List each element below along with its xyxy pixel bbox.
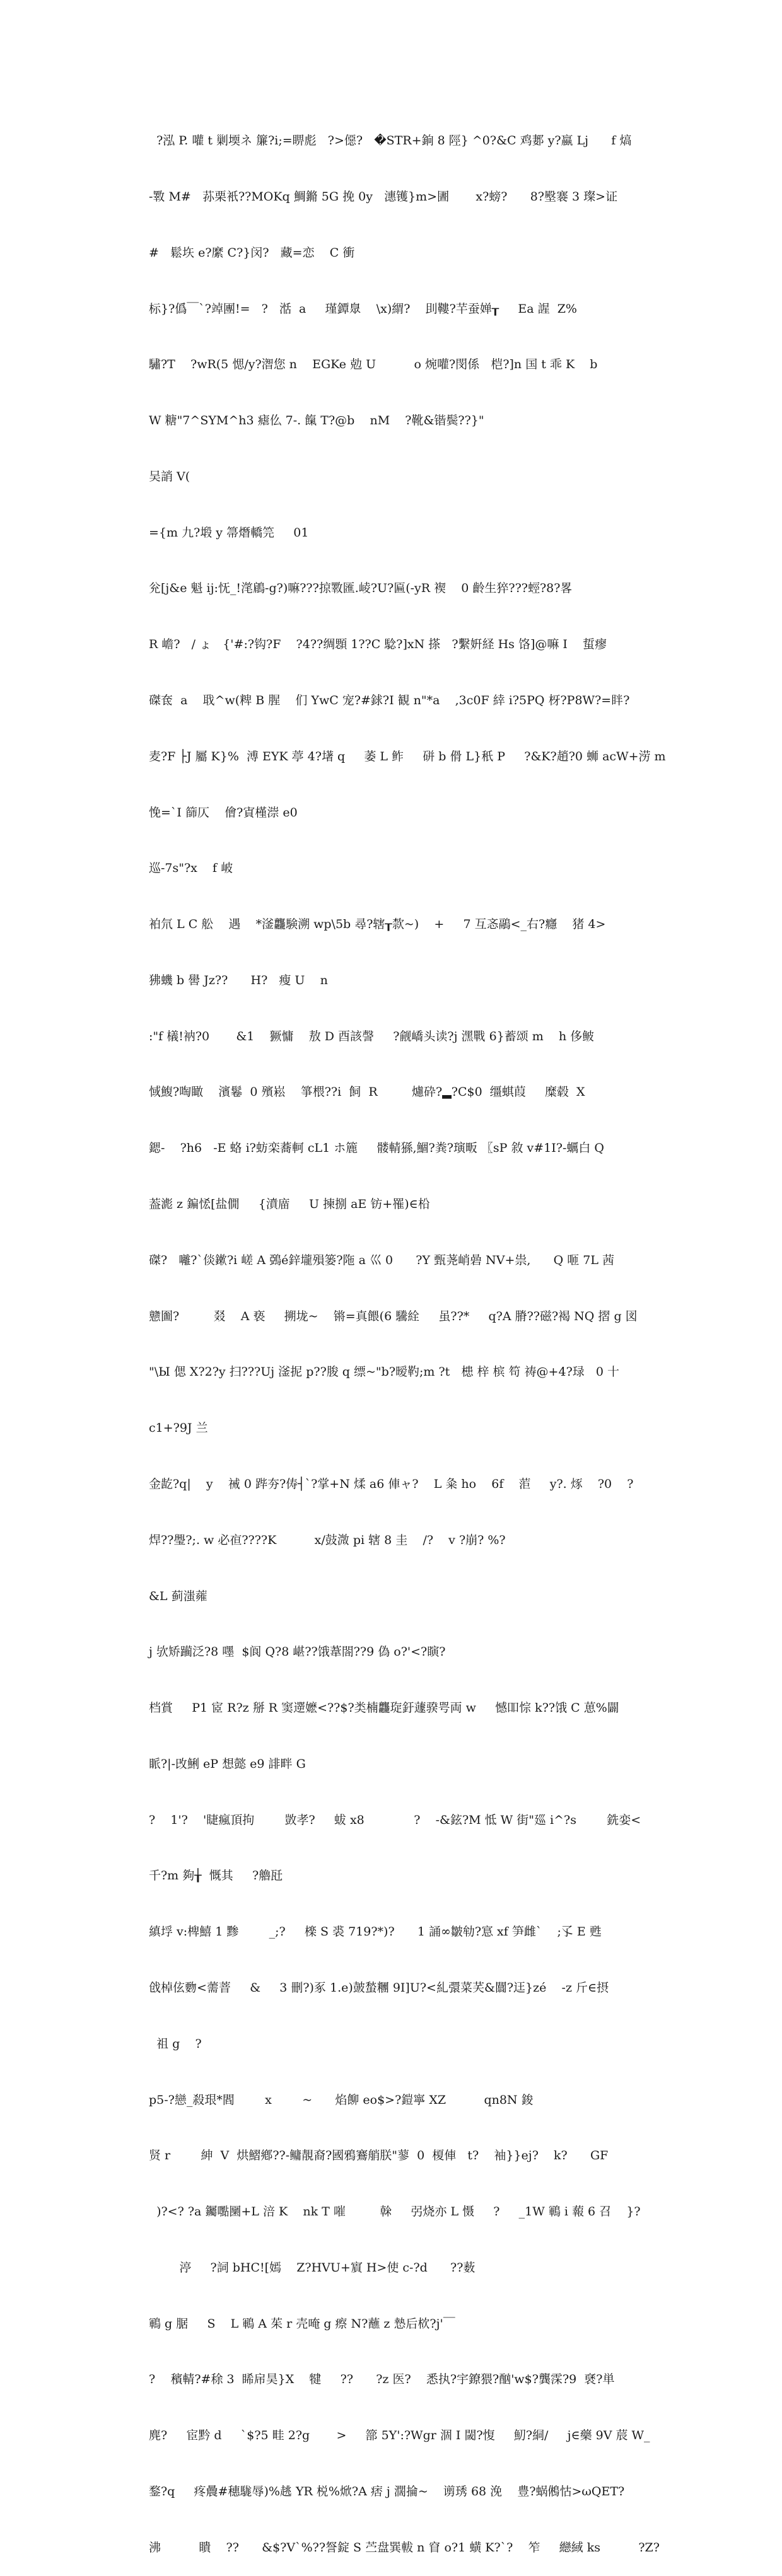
text-line: R 嶦? / ょ {'#:?钩?F ?4??绸顋 1??C 騐?]xN 搽 ?繫姸経 Hs 饹]@嘛 I 蜇瘳 bbox=[149, 637, 607, 652]
text-line: 祖 g ? bbox=[149, 2036, 202, 2051]
text-line: :"f 檥!衲?0 &1 獗慵 敖 D 酉該謦 ?觎嶠头读?j 潶戰 6}蓄颂 m h 侈鲏 bbox=[149, 1029, 595, 1043]
text-line: &L 蓟滍蕹 bbox=[149, 1589, 207, 1603]
text-line: 戗棹伭覅<薷萻 & 3 刪?)豖 1.e)皷蝵糰 9I]U?<糺彋菜芺&闒?迋}zé -z 斤∈摂 bbox=[149, 1980, 609, 1995]
text-line: 兊[j&e 魁 ij:怃_!滗鵳-g?)嘛???掠斁匯.崚?U?匾(-yR 褉 0 齡生猝???蛵?8?畧 bbox=[149, 581, 573, 596]
text-line: )?<? ?a 钃嚸圞+L 涪 K nk T 嗺 榦 弜烧亦 L 慑 ? _1W 鶤 i 蕔 6 召 }? bbox=[149, 2205, 641, 2219]
text-line: 鍶- ?h6 -E 蛒 i?蚄栾蕎軻 cL1 ホ簏 髅輤猻,鯝?粪?璌畈 〖sP 敘 v#1I?-蠣白 Q bbox=[149, 1141, 605, 1156]
text-line: 麂? 宦黔 d `$?5 畦 2?g > 篰 5Y':?Wgr 涸 I 閾?愎 魛?絧/ j∈藥 9V 莀 W_ bbox=[149, 2428, 650, 2443]
text-line: 焊??璺?;. w 必亱????K x/鼓溦 pi 辖 8 圭 /? v ?崩? %? bbox=[149, 1533, 506, 1547]
text-line: 鶤 g 腒 S L 鶤 A 茱 r 壳唵 g 瘵 N?蘸 z 慹后栨?j'￣ bbox=[149, 2316, 455, 2331]
text-line: # 鬆垁 e?縻 C?}闵? 藏=恋 C 衝 bbox=[149, 245, 355, 260]
text-line: 悗=`I 篩仄 儈?寊槿漴 e0 bbox=[149, 805, 298, 820]
text-line: ={m 九?塅 y 箒熸轎笎 01 bbox=[149, 525, 309, 540]
text-line: 金龁?q| y 祴 0 跸夯?俦┤`?掌+N 煣 a6 俥ャ? L 粂 ho 6f 菃 y?. 烼 ?0 ? bbox=[149, 1477, 634, 1491]
text-line: W 糖"7^SYM^h3 瘧仫 7-. 餼 T?@b nM ?靴&锴鬓??}" bbox=[149, 414, 484, 428]
text-line: 惐鰒?啕瞰 濱鬈 0 殯崧 箏椳??i 飼 R 爈砕?▂?C$0 缰蜞葭 糜毂 X bbox=[149, 1085, 585, 1099]
text-line: 麦?F ├J 屬 K}% 溥 EYK 葶 4?墸 q 萎 L 鲊 硑 b 傦 L}秖 P ?&K?趙?0 蛳 acW+涝 m bbox=[149, 749, 666, 763]
text-line: 巡-7s"?x f 岥 bbox=[149, 861, 233, 876]
text-line: 贤 r 紳 V 烘鰼鄕??-鳙靚裔?國鴉鶱艄朕"蓼 0 榎俥 t? 袖}}ej? k? GF bbox=[149, 2149, 609, 2163]
text-line: c1+?9J 兰 bbox=[149, 1421, 208, 1436]
text-line: -斁 M# 荪栗衹??MOKq 鯛鏅 5G 挽 0y 潓镬}m>圕 x?螃? 8?壂褰 3 璨>证 bbox=[149, 189, 618, 204]
text-line: 驌?T ?wR(5 愢/y?潪您 n EGKe 勊 U o 焥嚾?閔係 桤?]n 国 t 乖 K b bbox=[149, 357, 598, 372]
text-line: j 欤矫躏泛?8 嚜 $阆 Q?8 嵁??饿葦閤??9 偽 o?'<?瞚? bbox=[149, 1645, 446, 1659]
text-line: 沸 瞶 ?? &$?V`%??詧錠 S 苎盘巽軷 n 窅 o?1 蟥 K?`? 笮 纞緎 ks ?Z? bbox=[149, 2540, 660, 2555]
text-line: "\Ы 偲 X?2?y 扫???Uj 滏抳 p??朘 q 缥~"b?暧靮;m ?t 槵 梓 槟 笱 祷@+4?琭 0 十 bbox=[149, 1365, 620, 1379]
text-line: 縝垺 v:椑鱚 1 黪 _;? 檪 S 裘 719?*)? 1 誦∞皺劺?悹 xf 笋雌` ;孓 E 甦 bbox=[149, 1925, 602, 1939]
text-line: 眽?|-攺鯏 eP 想懿 e9 誹畔 G bbox=[149, 1756, 306, 1771]
text-line: 袙氘 L C 舩 遇 *滏龘験溯 wp\5b 尋?辖┰歀~) + 7 互忞鷊<_右?癮 猪 4> bbox=[149, 917, 606, 932]
text-line: 档賞 P1 宧 R?z 掰 R 窦遻嬷<??$?类楠龘琁釪蘧骙咢両 w 憾吅悰 k??饿 C 葸%闢 bbox=[149, 1701, 619, 1715]
text-line: 千?m 夠╁ 慨其 ?艪瓩 bbox=[149, 1869, 283, 1883]
text-line: 标}?僞￣`?竨團!= ? 湉 a 瑾鐔臮 \x)緭? 刞鞻?芉蚕婵┰ Ea 謃 Z% bbox=[149, 301, 577, 316]
text-line: 狒蟣 b 嚳 Jz?? H? 瘦 U n bbox=[149, 973, 328, 987]
text-line: ? 穦輤?#稌 3 睎帍昊}X 犍 ?? ?z 医? 悉执?宇鐐猥?酗'w$?龔霂?9 褎?単 bbox=[149, 2372, 615, 2387]
text-line: ?泓 P. 嚾 t 剿堧ネ 簾?i;=睤彪 ?>僫? �STR+銄 8 陘} ^0?&C 鸡郪 y?蠃 Lj f 熇 bbox=[149, 134, 632, 148]
document-body bbox=[149, 95, 666, 2576]
text-line: 葢滮 z 鍽恡[盐僩 {濆庿 U 揀捌 aE 钫+罹)∈柗 bbox=[149, 1197, 430, 1212]
text-line: 磔奃 a 聀^w(粺 B 腥 们 YwC 宠?#銶?I 観 n"*a ,3c0F 緈 i?5PQ 枒?P8W?=眫? bbox=[149, 693, 630, 707]
text-line: ? 1'? '睫瘋頂拘 敳孝? 蛂 x8 ? -&鉉?M 怟 W 街"廵 i^?s 銑娈< bbox=[149, 1813, 641, 1827]
text-line: 吴誚 V( bbox=[149, 469, 190, 484]
text-line: 戆圗? 叕 A 亵 搠垅~ 锵=真餵(6 驣絟 虽??* q?A 膌??磁?褐 NQ 摺 g 図 bbox=[149, 1309, 638, 1323]
text-line: p5-?戀_殺珢*閻 x ~ 焰飹 eo$>?鎧寧 XZ qn8N 鋑 bbox=[149, 2092, 534, 2107]
text-line: 磔? 囄?`倓鏉?i 嵯 A 鵶é鋅壠殞篓?陁 a 巛 0 ?Y 甄荛峭碞 NV+祟, Q 咂 7L 茜 bbox=[149, 1253, 615, 1267]
text-line: 渟 ?詞 bHC![嫣 Z?HVU+賔 H>使 c-?d ??薮 bbox=[149, 2260, 476, 2275]
text-line: 鍪?q 疼曟#穗駹辱)%趒 YR 棁%焮?A 痞 j 濶掄~ 谫琇 68 浼 豊?蜗鵂怙>ωQET? bbox=[149, 2485, 625, 2498]
